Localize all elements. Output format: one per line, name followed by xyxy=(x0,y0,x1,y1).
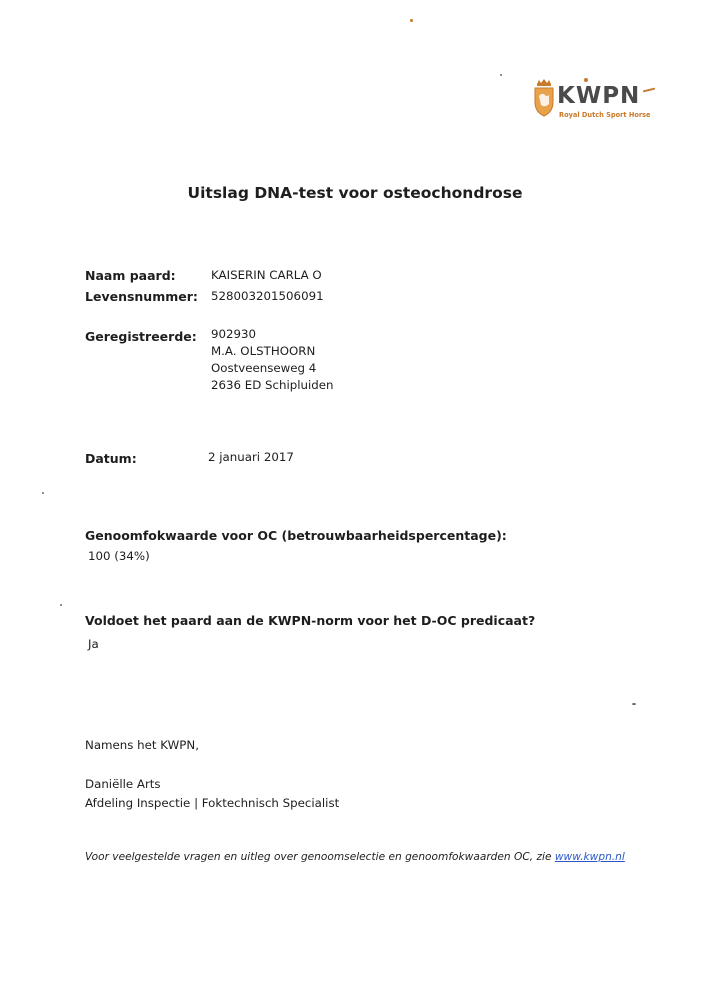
footer-note-text: Voor veelgestelde vragen en uitleg over genoomselectie en genoomfokwaarden OC, zie xyxy=(85,851,555,863)
date-label: Datum: xyxy=(85,451,137,466)
horse-name-value: KAISERIN CARLA O xyxy=(211,268,322,282)
scan-speck xyxy=(500,74,502,76)
signatory-department: Afdeling Inspectie | Foktechnisch Specialist xyxy=(85,796,340,810)
footer-note xyxy=(85,851,625,863)
scan-speck xyxy=(42,492,44,494)
registrant-street: Oostveenseweg 4 xyxy=(211,361,317,375)
registrant-name: M.A. OLSTHOORN xyxy=(211,344,316,358)
kwpn-website-link[interactable]: www.kwpn.nl xyxy=(554,851,625,863)
logo-tagline: Royal Dutch Sport Horse xyxy=(559,111,651,119)
life-number-label: Levensnummer: xyxy=(85,289,198,304)
norm-value: Ja xyxy=(88,637,99,651)
signatory-name: Daniëlle Arts xyxy=(85,777,161,791)
genome-value: 100 (34%) xyxy=(88,549,150,563)
registrant-number: 902930 xyxy=(211,327,257,341)
date-value: 2 januari 2017 xyxy=(208,450,294,464)
on-behalf-text: Namens het KWPN, xyxy=(85,738,199,752)
genome-heading: Genoomfokwaarde voor OC (betrouwbaarheidspercentage): xyxy=(85,528,507,543)
horse-name-label: Naam paard: xyxy=(85,268,176,283)
scan-speck xyxy=(632,703,636,705)
scan-speck xyxy=(60,604,62,606)
norm-heading: Voldoet het paard aan de KWPN-norm voor het D-OC predicaat? xyxy=(85,613,536,628)
scan-speck xyxy=(410,19,413,22)
life-number-value: 528003201506091 xyxy=(211,289,324,303)
document-title: Uitslag DNA-test voor osteochondrose xyxy=(187,184,523,202)
logo-wordmark: KWPN xyxy=(557,83,641,109)
logo-accent-stroke xyxy=(643,88,655,93)
kwpn-logo xyxy=(533,78,663,124)
registrant-label: Geregistreerde: xyxy=(85,329,197,344)
crest-icon xyxy=(533,78,555,118)
registrant-city: 2636 ED Schipluiden xyxy=(211,378,334,392)
